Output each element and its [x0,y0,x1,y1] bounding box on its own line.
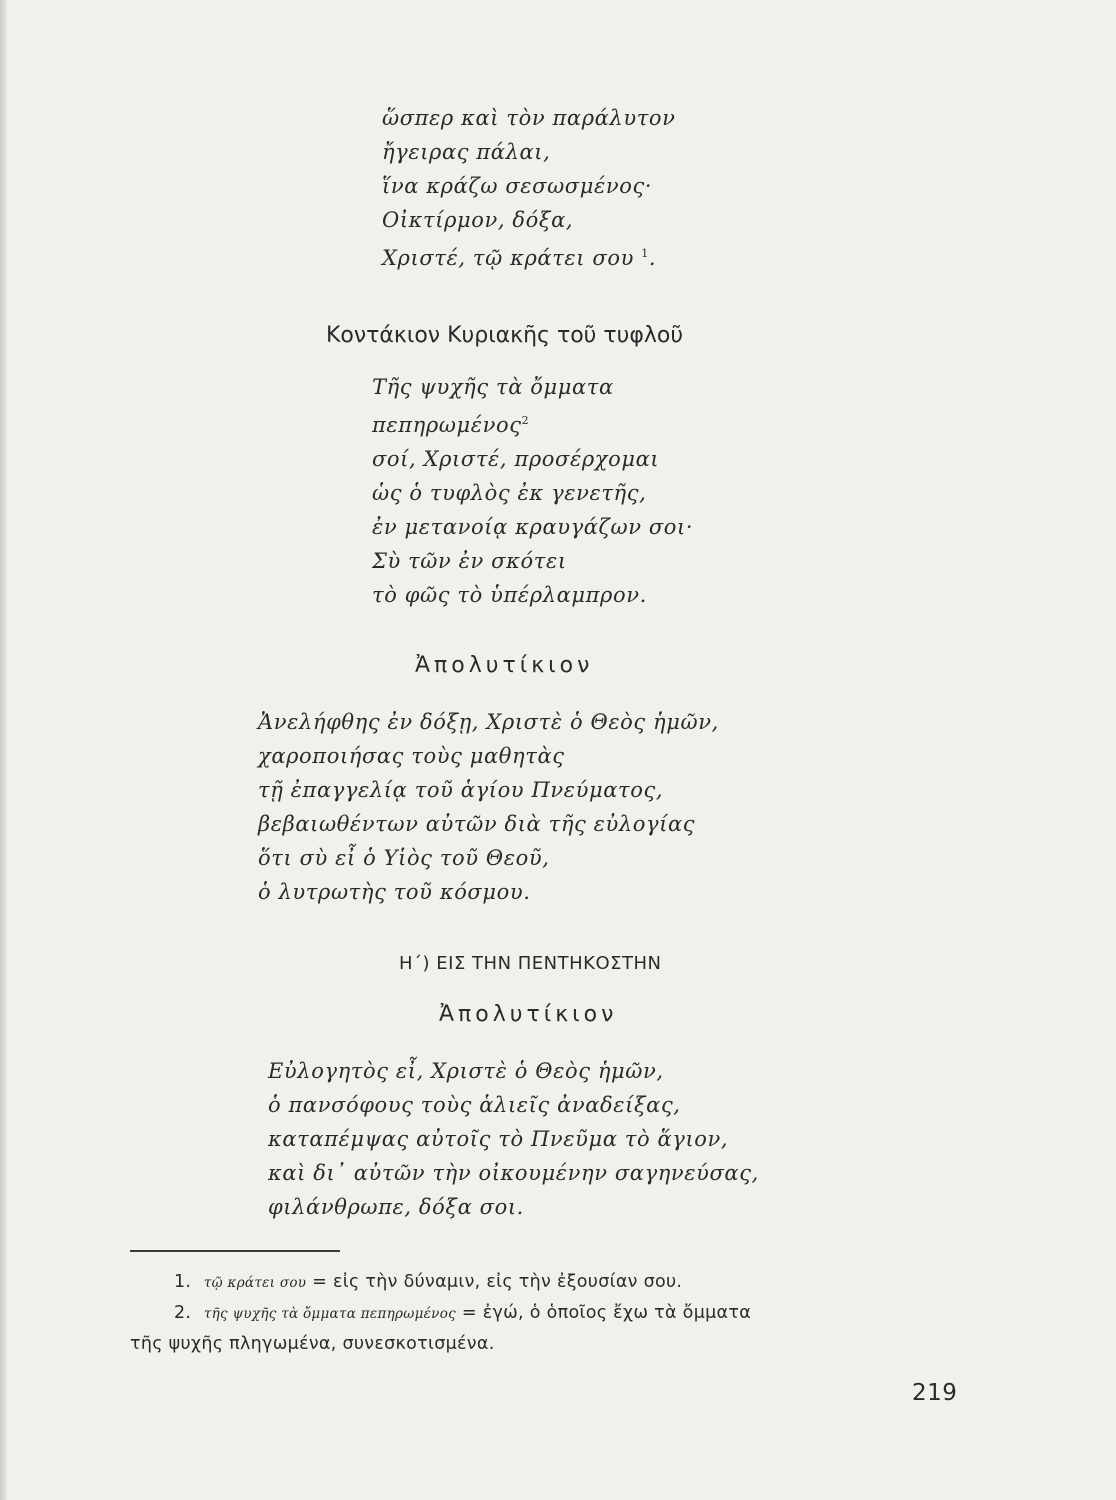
footnote [130,1267,990,1298]
kontakion-heading: Κοντάκιον Κυριακῆς τοῦ τυφλοῦ [326,323,684,348]
verse-line: σοί, Χριστέ, προσέρχομαι [372,447,660,471]
footnote-marker: 1 [641,247,649,260]
footnote-text: εἰς τὴν δύναμιν, εἰς τὴν ἐξουσίαν σου. [333,1272,683,1292]
verse-line: ἐν μετανοίᾳ κραυγάζων σοι· [372,515,694,539]
verse-line: ἵνα κράζω σεσωσμένος· [382,174,653,198]
verse-line: Οἰκτίρμον, δόξα, [382,208,574,232]
verse-line-punct: . [648,246,657,270]
footnote-term: τῆς ψυχῆς τὰ ὄμματα πεπηρωμένος [203,1306,456,1322]
kontakion-verse [372,370,693,612]
footnote-number: 1. [174,1272,192,1292]
verse-line-text: πεπηρωμένος [372,413,522,437]
verse-line: ὁ λυτρωτὴς τοῦ κόσμου. [258,880,531,904]
verse-line: τὸ φῶς τὸ ὑπέρλαμπρον. [372,583,647,607]
verse-line: ὁ πανσόφους τοὺς ἁλιεῖς ἀναδείξας, [268,1093,681,1117]
footnote-separator: = [455,1303,483,1323]
pentecost-verse [268,1054,759,1224]
pentecost-apolytikion-heading: Ἀπολυτίκιον [439,1002,618,1027]
verse-line-text: Χριστέ, τῷ κράτει σου [382,246,634,270]
verse-line: τῇ ἐπαγγελίᾳ τοῦ ἁγίου Πνεύματος, [258,778,664,802]
verse-line: καταπέμψας αὐτοῖς τὸ Πνεῦμα τὸ ἅγιον, [268,1127,729,1151]
page-binding-edge [0,0,7,1500]
verse-line: ἤγειρας πάλαι, [382,140,551,164]
verse-line: Εὐλογητὸς εἶ, Χριστὲ ὁ Θεὸς ἡμῶν, [268,1059,664,1083]
footnote-term: τῷ κράτει σου [203,1275,307,1291]
footnote-divider [130,1250,340,1252]
apolytikion-ascension-verse [258,705,719,909]
verse-line [372,404,693,442]
verse-line: ὅτι σὺ εἶ ὁ Υἱὸς τοῦ Θεοῦ, [258,846,550,870]
footnote-continuation: τῆς ψυχῆς πληγωμένα, συνεσκοτισμένα. [130,1334,495,1354]
verse-line: φιλάνθρωπε, δόξα σοι. [268,1195,524,1219]
verse-line [382,237,676,275]
footnote [130,1298,990,1329]
page-number: 219 [912,1380,958,1406]
verse-line: ὥσπερ καὶ τὸν παράλυτον [382,106,676,130]
footnote-text: ἐγώ, ὁ ὁποῖος ἔχω τὰ ὄμματα [482,1303,752,1323]
footnotes [130,1267,990,1359]
section-title: Η΄) ΕΙΣ ΤΗΝ ΠΕΝΤΗΚΟΣΤΗΝ [399,953,662,974]
footnote-separator: = [306,1272,333,1292]
verse-line: χαροποιήσας τοὺς μαθητὰς [258,744,565,768]
verse-line: Σὺ τῶν ἐν σκότει [372,549,567,573]
verse-line: Τῆς ψυχῆς τὰ ὄμματα [372,375,614,399]
apolytikion-heading: Ἀπολυτίκιον [415,653,594,678]
verse-line: Ἀνελήφθης ἐν δόξῃ, Χριστὲ ὁ Θεὸς ἡμῶν, [258,710,719,734]
footnote-marker: 2 [521,414,530,427]
footnote-number: 2. [174,1303,192,1323]
verse-line: καὶ δι᾿ αὐτῶν τὴν οἰκουμένην σαγηνεύσας, [268,1161,759,1185]
verse-line: βεβαιωθέντων αὐτῶν διὰ τῆς εὐλογίας [258,812,696,836]
opening-verse [382,101,676,275]
verse-line: ὡς ὁ τυφλὸς ἐκ γενετῆς, [372,481,647,505]
